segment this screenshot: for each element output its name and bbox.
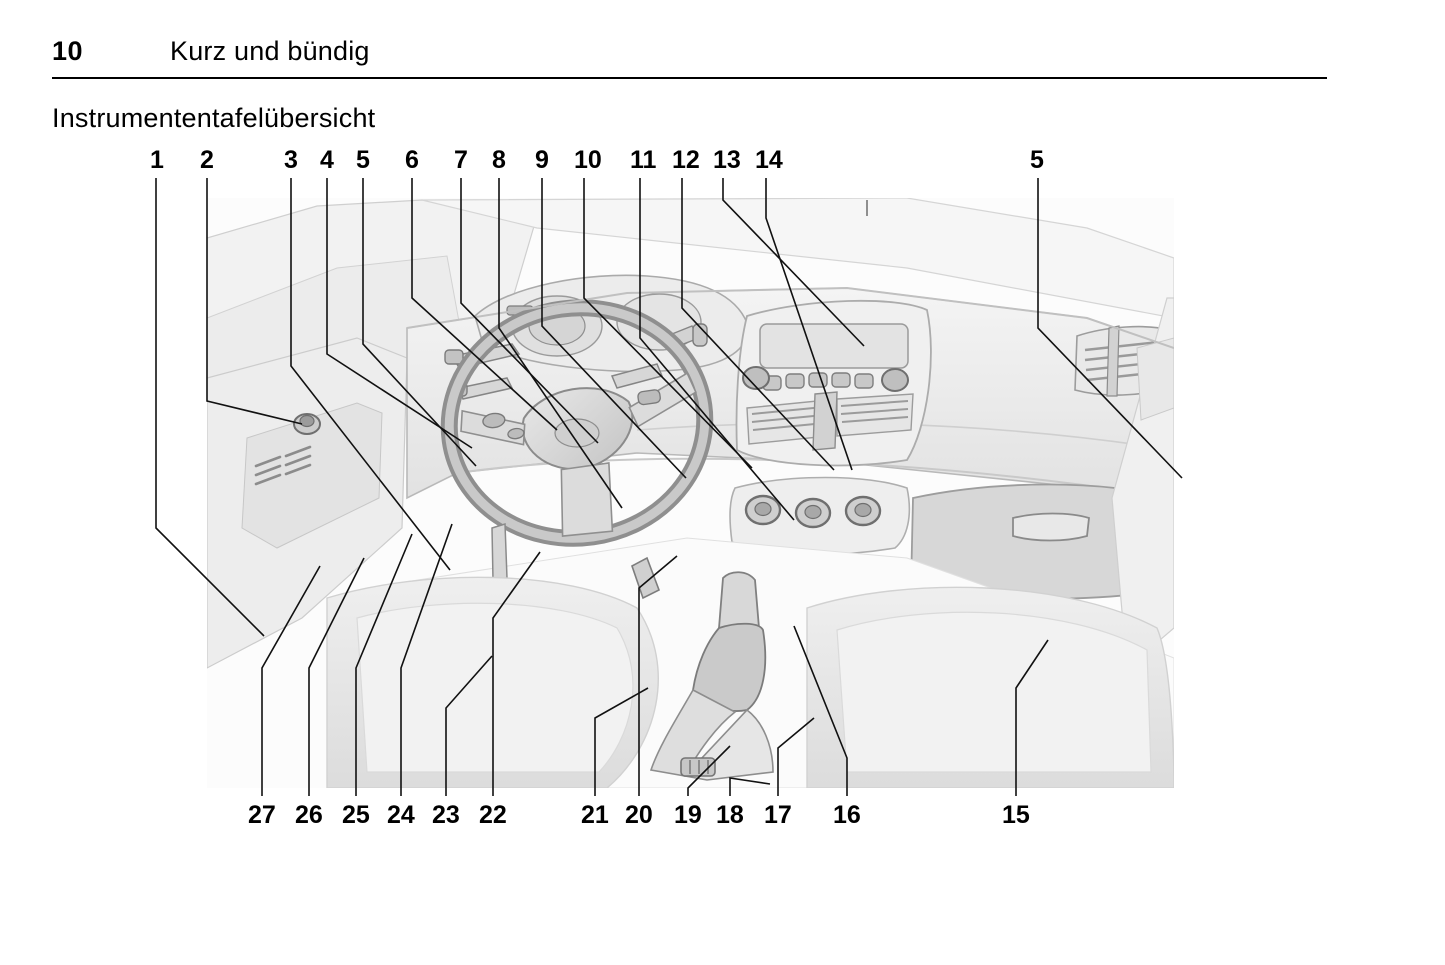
callout-number: 20 [625,801,653,829]
page-number: 10 [52,36,84,66]
callout-number: 1 [150,146,164,174]
callout-number: 14 [755,146,783,174]
chapter-title: Kurz und bündig [170,36,370,66]
figure-instrument-panel [52,148,1329,838]
callout-number: 22 [479,801,507,829]
callout-number: 24 [387,801,415,829]
callout-number: 18 [716,801,744,829]
callout-number: 19 [674,801,702,829]
callout-number: 5 [356,146,370,174]
callout-number: 16 [833,801,861,829]
callout-number: 9 [535,146,549,174]
callout-number: 17 [764,801,792,829]
section-title: Instrumententafelübersicht [52,103,376,133]
callout-number: 12 [672,146,700,174]
callout-number: 23 [432,801,460,829]
callout-number: 13 [713,146,741,174]
callout-number: 3 [284,146,298,174]
callout-number: 2 [200,146,214,174]
callout-number: 6 [405,146,419,174]
page-header [52,36,1327,79]
callout-number: 8 [492,146,506,174]
callout-number: 21 [581,801,609,829]
callout-number: 26 [295,801,323,829]
dashboard-illustration [207,198,1174,788]
callout-number: 11 [630,146,657,174]
callout-number: 7 [454,146,468,174]
callout-number: 10 [574,146,602,174]
callout-number: 5 [1030,146,1044,174]
callout-number: 25 [342,801,370,829]
callout-number: 27 [248,801,276,829]
callout-number: 15 [1002,801,1030,829]
callout-row-top [52,148,1329,178]
callout-row-bottom [52,803,1329,833]
callout-number: 4 [320,146,334,174]
